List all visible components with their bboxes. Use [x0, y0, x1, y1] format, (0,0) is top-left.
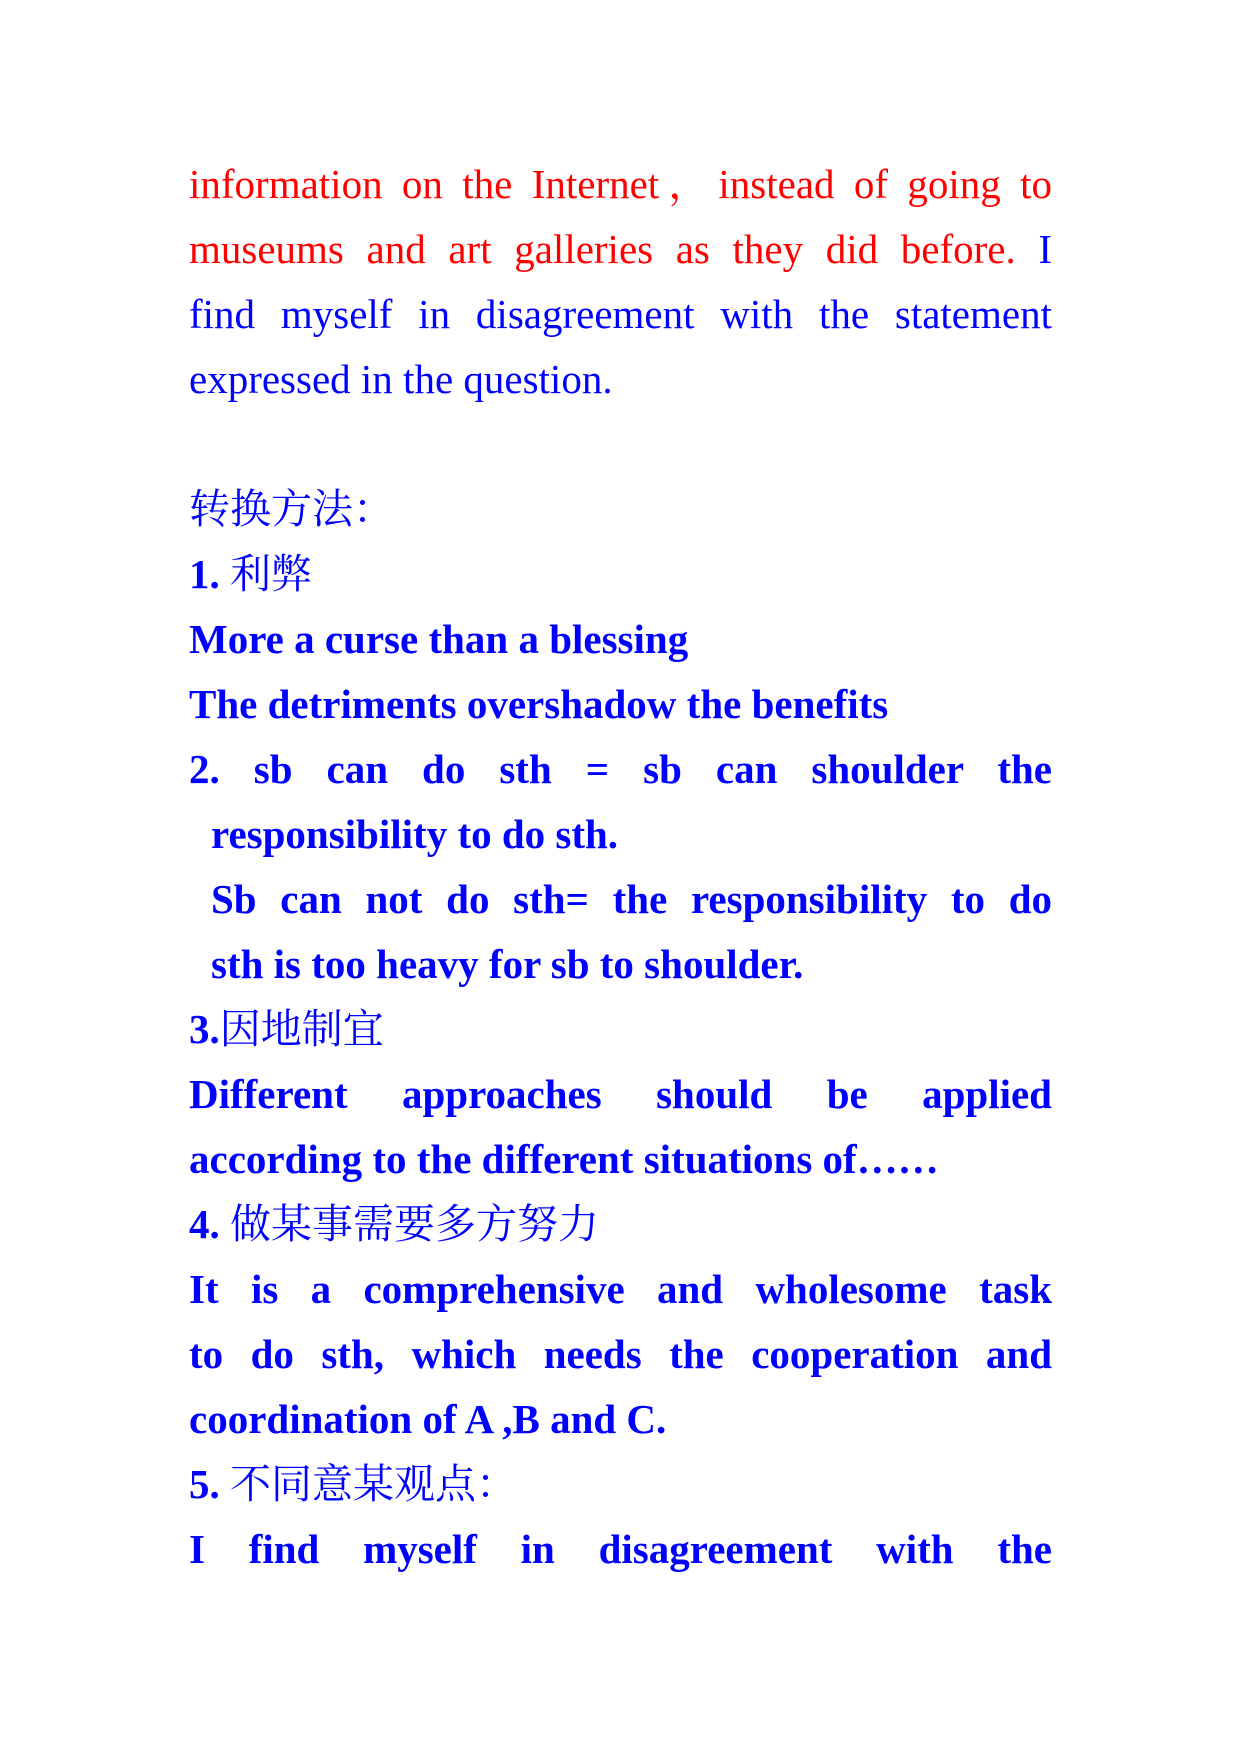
blue-text: I: [1038, 226, 1053, 272]
item-label: 因地制宜: [219, 1005, 384, 1053]
item-3-line: Different approaches should be applied: [189, 1071, 1052, 1117]
item-4-line: coordination of A ,B and C.: [189, 1396, 667, 1442]
section-heading: 转换方法：: [189, 485, 394, 533]
red-text: museums and art galleries as they did before.: [189, 226, 1016, 272]
item-1-heading: [189, 542, 1052, 607]
item-2-line: 2. sb can do sth = sb can shoulder the: [189, 746, 1052, 792]
item-4-line: to do sth, which needs the cooperation and: [189, 1331, 1052, 1377]
blank-line: [189, 412, 1052, 477]
item-number: 1.: [189, 551, 220, 597]
paragraph-line: information on the Internet，instead of going to: [189, 161, 1052, 207]
paragraph-line: expressed in the question.: [189, 356, 613, 402]
item-number: 4.: [189, 1201, 220, 1247]
paragraph-line: [189, 217, 1052, 282]
document-page: [189, 152, 1052, 1582]
item-1-phrase: The detriments overshadow the benefits: [189, 681, 889, 727]
item-number: 3.: [189, 1006, 220, 1052]
item-5-heading: [189, 1452, 1052, 1517]
item-4-heading: [189, 1192, 1052, 1257]
item-2-line: Sb can not do sth= the responsibility to do: [211, 876, 1052, 922]
item-label: 做某事需要多方努力: [230, 1200, 599, 1248]
item-3-heading: [189, 997, 1052, 1062]
item-3-line: according to the different situations of……: [189, 1136, 939, 1182]
paragraph-line: find myself in disagreement with the statement: [189, 291, 1052, 337]
item-4-line: It is a comprehensive and wholesome task: [189, 1266, 1052, 1312]
item-2-line: responsibility to do sth.: [211, 811, 619, 857]
item-number: 5.: [189, 1461, 220, 1507]
item-1-phrase: More a curse than a blessing: [189, 616, 689, 662]
item-label: 不同意某观点：: [230, 1460, 517, 1508]
item-5-line: I find myself in disagreement with the: [189, 1526, 1052, 1572]
item-label: 利弊: [230, 550, 312, 598]
item-2-line: sth is too heavy for sb to shoulder.: [211, 941, 804, 987]
